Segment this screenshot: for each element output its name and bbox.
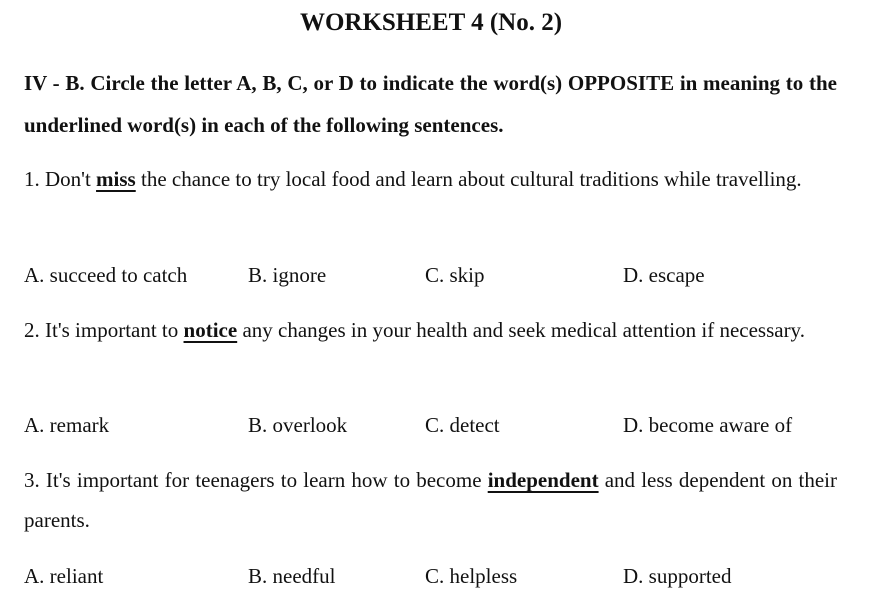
question-3-option-d[interactable]: D. supported [623, 564, 732, 588]
question-2-underlined-word: notice [183, 318, 238, 342]
question-3-option-c[interactable]: C. helpless [425, 564, 518, 588]
worksheet-title: WORKSHEET 4 (No. 2) [299, 9, 563, 36]
question-2-option-d[interactable]: D. become aware of [623, 413, 793, 437]
question-1-option-b[interactable]: B. ignore [248, 263, 327, 287]
section-instruction: IV - B. Circle the letter A, B, C, or D to indicate the word(s) OPPOSITE in meaning to the underlined word(s) in each of the following sentences. [24, 71, 837, 137]
question-3-option-a[interactable]: A. reliant [24, 564, 104, 588]
question-3-underlined-word: independent [487, 468, 599, 492]
question-3 [24, 460, 837, 540]
question-1-option-c[interactable]: C. skip [425, 263, 485, 287]
question-3-prefix: 3. It's important for teenagers to learn how to become [24, 468, 488, 492]
question-1-option-d[interactable]: D. escape [623, 263, 705, 287]
question-2-option-b[interactable]: B. overlook [248, 413, 348, 437]
question-2-option-a[interactable]: A. remark [24, 413, 110, 437]
question-1-prefix: 1. Don't [24, 167, 97, 191]
question-2-prefix: 2. It's important to [24, 318, 184, 342]
question-1-option-a[interactable]: A. succeed to catch [24, 263, 188, 287]
question-3-suffix: and less dependent on their parents. [24, 468, 837, 532]
question-1 [24, 159, 837, 199]
question-1-options [24, 259, 844, 291]
question-2-suffix: any changes in your health and seek medical attention if necessary. [237, 318, 805, 342]
question-2-option-c[interactable]: C. detect [425, 413, 500, 437]
question-2-options [24, 409, 844, 441]
question-3-option-b[interactable]: B. needful [248, 564, 336, 588]
question-1-underlined-word: miss [96, 167, 136, 191]
question-1-suffix: the chance to try local food and learn about cultural traditions while travelling. [135, 167, 802, 191]
question-2 [24, 310, 837, 350]
question-3-options [24, 560, 844, 592]
